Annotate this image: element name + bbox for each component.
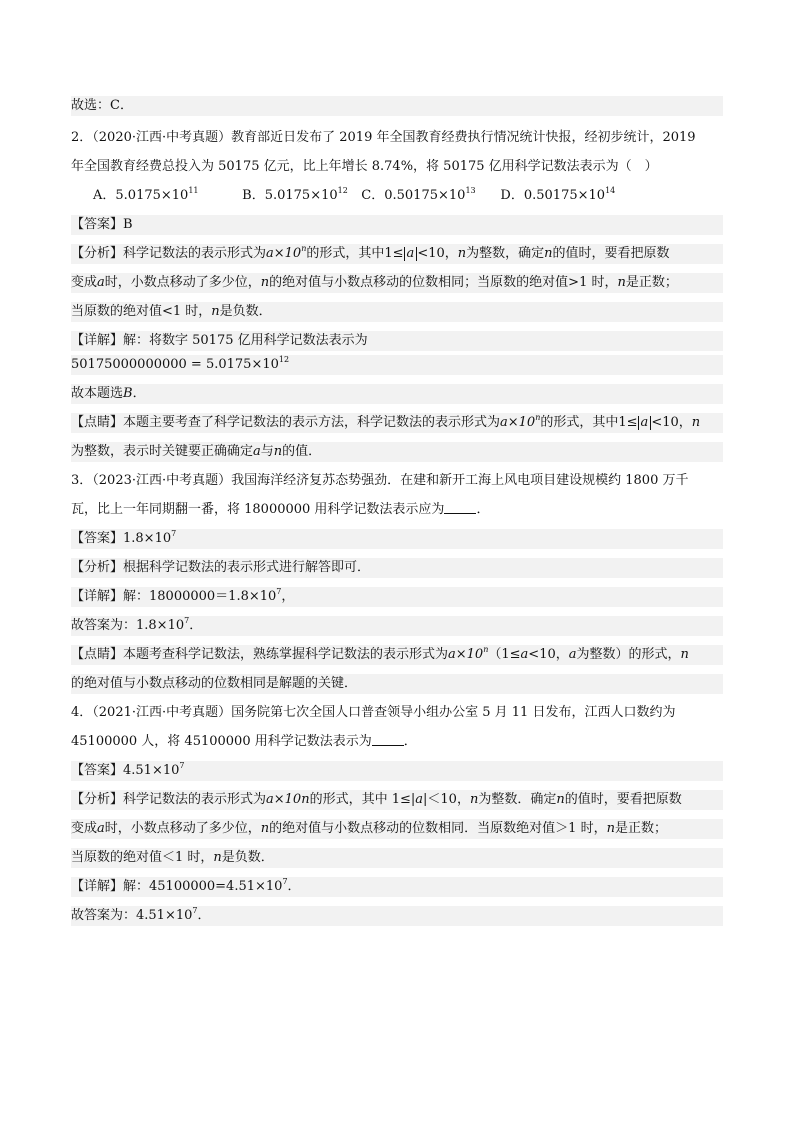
q3-answer <box>71 529 723 549</box>
q3-comment-text-2: 的绝对值与小数点移动的位数相同是解题的关键． <box>71 676 358 691</box>
q3-detail-text: 【详解】解：18000000＝1.8×10 <box>71 589 277 604</box>
text: 是负数． <box>221 850 274 865</box>
formula-exponent: n <box>301 244 307 253</box>
q2-detail <box>71 331 723 351</box>
text: （1≤ <box>488 647 521 662</box>
q2-stem-line1 <box>71 128 723 148</box>
q1-conclusion-text: 故选：C． <box>71 98 133 113</box>
formula: a×10 <box>500 415 536 430</box>
q2-stem-line2 <box>71 157 723 177</box>
option-exponent: 11 <box>188 186 199 195</box>
absolute-value: a <box>638 416 652 430</box>
q2-comment-line1 <box>71 413 723 433</box>
text: 1≤ <box>618 415 638 430</box>
variable: n <box>260 275 270 290</box>
variable: n <box>273 444 283 459</box>
option-exponent: 14 <box>605 186 616 195</box>
q2-option-a[interactable] <box>93 186 238 206</box>
formula: a×10n <box>266 792 310 807</box>
option-value: 0.50175×10 <box>384 188 466 203</box>
q2-conclusion <box>71 384 723 404</box>
q2-option-b[interactable] <box>242 186 357 206</box>
text: 【分析】科学记数法的表示形式为 <box>71 246 267 261</box>
text: ． <box>403 734 417 749</box>
text: <10， <box>528 647 569 662</box>
text: 【分析】科学记数法的表示形式为 <box>71 792 267 807</box>
q4-stem-line2 <box>71 732 723 752</box>
q3-stem-line2 <box>71 500 723 520</box>
text: 的值时，要看把原数 <box>552 246 670 261</box>
q2-detail-equation <box>71 355 723 375</box>
option-value: 5.0175×10 <box>115 188 189 203</box>
exponent: 7 <box>282 877 288 886</box>
q3-stem-text-2: 瓦，比上一年同期翻一番，将 18000000 用科学记数法表示应为 <box>71 502 445 517</box>
text: ． <box>132 386 146 401</box>
q2-analysis-line2 <box>71 273 723 293</box>
q2-stem-text-2: 年全国教育经费总投入为 50175 亿元，比上年增长 8.74%，将 50175 亿用科学记数法表示为（ ） <box>71 159 658 174</box>
variable: n <box>617 275 626 290</box>
variable: n <box>457 246 467 261</box>
variable: a <box>97 275 105 290</box>
q2-analysis-line1 <box>71 244 723 264</box>
variable: a <box>415 792 424 807</box>
variable: n <box>469 792 479 807</box>
text: 是正数； <box>625 275 678 290</box>
text: |＜10， <box>423 792 470 807</box>
variable: n <box>680 647 689 662</box>
q2-detail-text: 【详解】解：将数字 50175 亿用科学记数法表示为 <box>71 333 368 348</box>
text: 的绝对值与小数点移动的位数相同；当原数的绝对值>1 时， <box>269 275 618 290</box>
text: 时，小数点移动了多少位， <box>104 275 261 290</box>
text: 是负数． <box>219 304 272 319</box>
text: ， <box>281 589 295 604</box>
variable: n <box>606 821 615 836</box>
variable: n <box>556 792 565 807</box>
q2-comment-line2 <box>71 442 723 462</box>
q2-answer-text: 【答案】B <box>71 217 133 232</box>
text: <10， <box>417 246 458 261</box>
q3-analysis-text: 【分析】根据科学记数法的表示形式进行解答即可． <box>71 560 371 575</box>
q4-conclusion-text: 故答案为：4.51×10 <box>71 908 193 923</box>
variable: n <box>211 304 220 319</box>
q3-comment-line1 <box>71 645 723 665</box>
text: 的形式，其中 <box>540 415 619 430</box>
q4-analysis-line2 <box>71 819 723 839</box>
formula-exponent: n <box>483 645 489 654</box>
answer-blank[interactable] <box>372 733 404 746</box>
text: 与 <box>260 444 274 459</box>
option-exponent: 13 <box>465 186 476 195</box>
q1-conclusion <box>71 96 723 116</box>
text: 为整数）的形式， <box>576 647 681 662</box>
variable: B <box>123 386 133 401</box>
variable: a <box>253 444 261 459</box>
equation-exponent: 12 <box>278 355 290 364</box>
text: 1≤ <box>384 246 404 261</box>
variable: a <box>97 821 105 836</box>
exponent: 7 <box>171 529 177 538</box>
option-letter: C． <box>361 188 385 203</box>
option-exponent: 12 <box>337 186 348 195</box>
q3-answer-text: 【答案】1.8×10 <box>71 531 172 546</box>
q4-answer-text: 【答案】4.51×10 <box>71 763 180 778</box>
text: 的绝对值与小数点移动的位数相同．当原数绝对值＞1 时， <box>269 821 607 836</box>
text: ． <box>189 618 203 633</box>
formula: a×10 <box>266 246 302 261</box>
option-letter: B． <box>242 188 265 203</box>
q3-stem-line1 <box>71 471 723 491</box>
q3-conclusion-text: 故答案为：1.8×10 <box>71 618 185 633</box>
exponent: 7 <box>179 761 185 770</box>
formula: a×10 <box>448 647 484 662</box>
text: 【点睛】本题主要考查了科学记数法的表示方法，科学记数法的表示形式为 <box>71 415 501 430</box>
text: 时，小数点移动了多少位， <box>104 821 261 836</box>
q3-comment-line2 <box>71 674 723 694</box>
text: 的值． <box>282 444 322 459</box>
q4-conclusion <box>71 906 723 926</box>
text: ． <box>287 879 301 894</box>
text: 的值时，要看把原数 <box>564 792 682 807</box>
variable: n <box>260 821 270 836</box>
q4-stem-text-2: 45100000 人，将 45100000 用科学记数法表示为 <box>71 734 372 749</box>
variable: n <box>544 246 553 261</box>
option-letter: A． <box>93 188 116 203</box>
formula-exponent: n <box>535 413 541 422</box>
text: 为整数．确定 <box>478 792 557 807</box>
q2-analysis-line3 <box>71 302 723 322</box>
text: 【点睛】本题考查科学记数法，熟练掌握科学记数法的表示形式为 <box>71 647 449 662</box>
exponent: 7 <box>192 906 198 915</box>
q4-answer <box>71 761 723 781</box>
variable: n <box>691 415 701 430</box>
text: 为整数，表示时关键要正确确定 <box>71 444 254 459</box>
q2-options <box>71 186 723 206</box>
q4-stem-line1 <box>71 703 723 723</box>
absolute-value: a <box>404 247 418 261</box>
variable: a <box>568 647 577 662</box>
exponent: 7 <box>184 616 190 625</box>
equation: 50175000000000 = 5.0175×10 <box>71 357 279 372</box>
q3-detail <box>71 587 723 607</box>
q3-stem-text-1: 3．（2023·江西·中考真题）我国海洋经济复苏态势强劲．在建和新开工海上风电项目建设规模约 1800 万千 <box>71 473 689 488</box>
text: <10， <box>651 415 692 430</box>
text: ． <box>197 908 211 923</box>
q4-analysis-line3 <box>71 848 723 868</box>
document-page <box>71 96 723 926</box>
q3-conclusion <box>71 616 723 636</box>
q4-stem-text-1: 4．（2021·江西·中考真题）国务院第七次全国人口普查领导小组办公室 5 月 11 日发布，江西人口数约为 <box>71 705 676 720</box>
option-value: 0.50175×10 <box>523 188 606 203</box>
q2-option-d[interactable] <box>500 186 615 206</box>
answer-blank[interactable] <box>444 501 476 514</box>
option-value: 5.0175×10 <box>264 188 338 203</box>
text: 变成 <box>71 275 98 290</box>
exponent: 7 <box>276 587 282 596</box>
text: 是正数； <box>614 821 667 836</box>
text: 当原数的绝对值<1 时， <box>71 304 212 319</box>
text: 的形式，其中 <box>306 246 385 261</box>
q4-analysis-line1 <box>71 790 723 810</box>
text: 的形式，其中 1≤| <box>309 792 416 807</box>
q2-option-c[interactable] <box>361 186 496 206</box>
text: 故本题选 <box>71 386 124 401</box>
q2-stem-text-1: 2．（2020·江西·中考真题）教育部近日发布了 2019 年全国教育经费执行情况统计快报，经初步统计，2019 <box>71 130 696 145</box>
text: 当原数的绝对值＜1 时， <box>71 850 214 865</box>
variable: n <box>213 850 222 865</box>
text: 为整数，确定 <box>466 246 545 261</box>
q2-answer <box>71 215 723 235</box>
q3-analysis <box>71 558 723 578</box>
text: 变成 <box>71 821 98 836</box>
q4-detail-text: 【详解】解：45100000=4.51×10 <box>71 879 283 894</box>
text: ． <box>476 502 490 517</box>
variable: a <box>520 647 529 662</box>
q4-detail <box>71 877 723 897</box>
option-letter: D． <box>500 188 524 203</box>
